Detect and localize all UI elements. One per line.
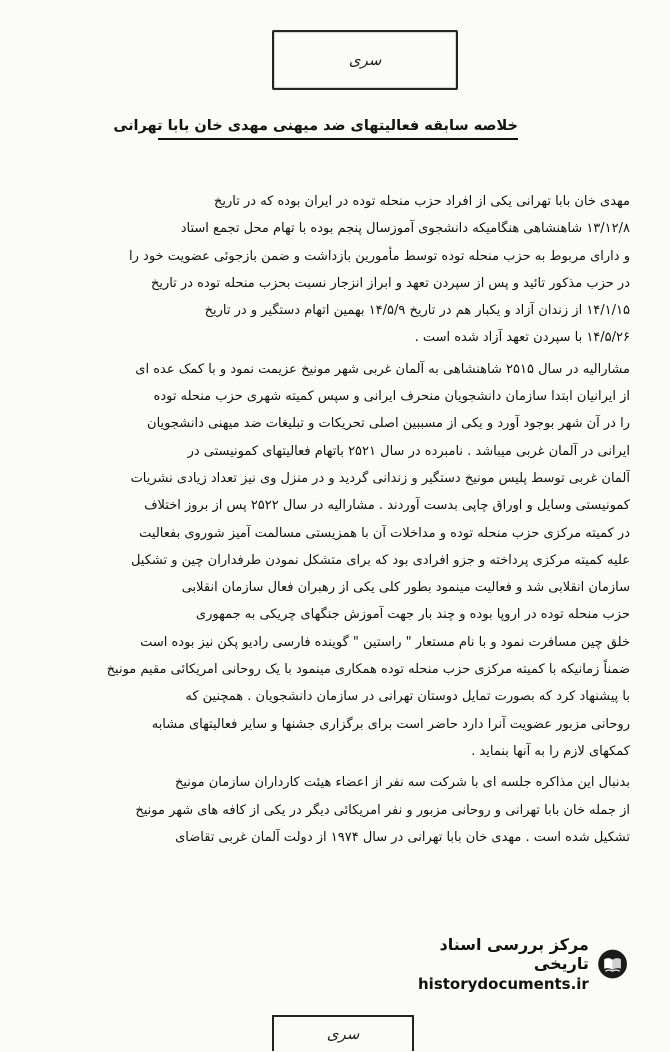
body-line: کمکهای لازم را به آنها بنماید . bbox=[471, 743, 630, 759]
body-line: مهدی خان بابا تهرانی یکی از افراد حزب منحله توده در ایران بوده که در تاریخ bbox=[214, 194, 630, 209]
paragraph-1 bbox=[46, 188, 630, 352]
classification-stamp-bottom bbox=[272, 1015, 414, 1051]
body-line: آلمان غربی توسط پلیس مونیخ دستگیر و زندانی گردید و در منزل وی نیز تعداد زیادی نشریات bbox=[130, 470, 630, 486]
document-body bbox=[46, 188, 630, 851]
classification-stamp-bottom-text: سری bbox=[326, 1025, 360, 1043]
body-line: و دارای مربوط به حزب منحله توده توسط مأمورین بازداشت و ضمن بازجوئی عضویت خود را bbox=[129, 248, 630, 264]
paragraph-2 bbox=[46, 356, 630, 765]
body-line: بدنبال این مذاکره جلسه ای با شرکت سه نفر از اعضاء هیئت کارداران سازمان مونیخ bbox=[174, 775, 630, 791]
watermark-text bbox=[418, 935, 589, 993]
body-line: حزب منحله توده در اروپا بوده و چند بار جهت آموزش جنگهای چریکی به جمهوری bbox=[195, 607, 630, 623]
body-line: مشارالیه در سال ۲۵۱۵ شاهنشاهی به آلمان غربی شهر مونیخ عزیمت نمود و با کمک عده ای bbox=[135, 361, 630, 377]
body-line: در کمیته مرکزی حزب منحله توده و مداخلات آن با همزیستی مسالمت آمیز شوروی بفعالیت bbox=[139, 525, 630, 541]
body-line: ۱۴/۵/۲۶ با سپردن تعهد آزاد شده است . bbox=[414, 330, 630, 346]
body-line: از ایرانیان ابتدا سازمان دانشجویان منحرف ایرانی و سپس کمیته شهری حزب منحله توده bbox=[153, 389, 630, 405]
book-logo-icon bbox=[597, 938, 628, 990]
body-line: در حزب مذکور تائید و پس از سپردن تعهد و ابراز انزجار نسبت بحزب منحله توده در تاریخ bbox=[150, 275, 630, 291]
body-line: را در آن شهر بوجود آورد و یکی از مسببین اصلی تحریکات و تبلیغات ضد میهنی دانشجویان bbox=[147, 416, 630, 432]
body-line: کمونیستی وسایل و اوراق چاپی بدست آوردند . مشارالیه در سال ۲۵۲۲ پس از بروز اختلاف bbox=[144, 498, 630, 514]
title-underline bbox=[158, 138, 518, 140]
watermark-title: مرکز بررسی اسناد تاریخی bbox=[439, 935, 589, 973]
body-line: تشکیل شده است . مهدی خان بابا تهرانی در سال ۱۹۷۴ از دولت آلمان غربی تقاضای bbox=[175, 829, 630, 845]
body-line: علیه کمیته مرکزی پرداخته و جزو افرادی بود که برای متشکل نمودن طرفداران چین و تشکیل bbox=[130, 552, 630, 568]
classification-stamp-top bbox=[272, 30, 458, 90]
watermark-url: historydocuments.ir bbox=[418, 975, 589, 993]
body-line: سازمان انقلابی شد و فعالیت مینمود بطور کلی یکی از رهبران فعال سازمان انقلابی bbox=[181, 580, 630, 596]
body-line: با پیشنهاد کرد که بصورت تمایل دوستان تهرانی در سازمان دانشجویان . همچنین که bbox=[185, 689, 630, 705]
body-line: ۱۴/۱/۱۵ از زندان آزاد و یکبار هم در تاریخ ۱۴/۵/۹ بهمین اتهام دستگیر و در تاریخ bbox=[204, 303, 630, 319]
classification-stamp-top-text: سری bbox=[348, 51, 382, 69]
document-title: خلاصه سابقه فعالیتهای ضد میهنی مهدی خان بابا تهرانی bbox=[113, 118, 518, 134]
archive-watermark bbox=[418, 930, 628, 998]
body-line: روحانی مزبور عضویت آنرا دارد حاضر است برای برگزاری جشنها و سایر فعالیتهای مشابه bbox=[151, 716, 630, 732]
body-line: ضمناً زمانیکه با کمیته مرکزی حزب منحله توده همکاری مینمود با یک روحانی امریکائی مقیم مونیخ bbox=[106, 662, 630, 678]
body-line: ۱۳/۱۲/۸ شاهنشاهی هنگامیکه دانشجوی آموزسال پنجم بوده با تهام محل تجمع استاد bbox=[180, 221, 630, 237]
body-line: از جمله خان بابا تهرانی و روحانی مزبور و نفر امریکائی دیگر در یکی از کافه های شهر مونیخ bbox=[135, 802, 630, 818]
paragraph-3 bbox=[46, 769, 630, 851]
body-line: ایرانی در آلمان غربی میباشد . نامبرده در سال ۲۵۲۱ باتهام فعالیتهای کمونیستی در bbox=[187, 443, 630, 459]
body-line: خلق چین مسافرت نمود و با نام مستعار " راستین " گوینده فارسی رادیو پکن نیز بوده است bbox=[140, 634, 630, 650]
